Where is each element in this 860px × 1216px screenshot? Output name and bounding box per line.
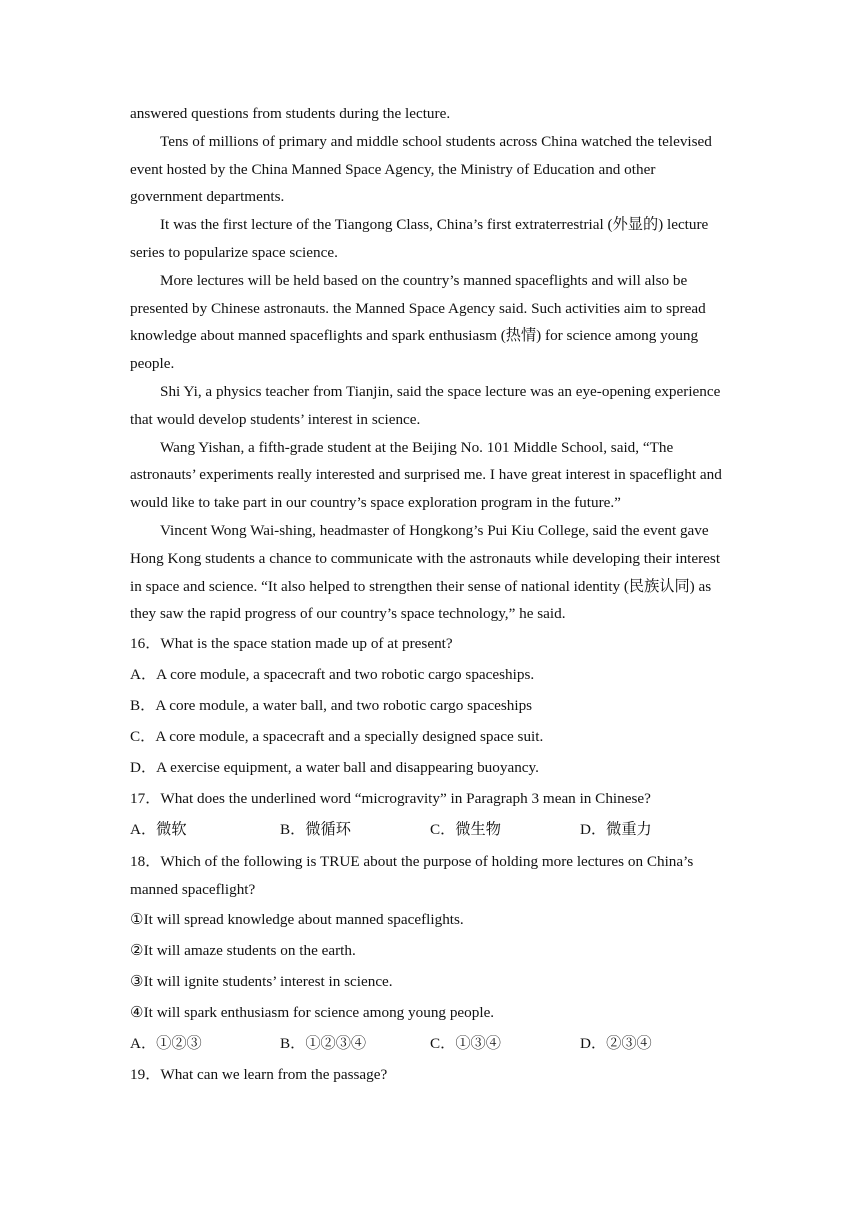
question-17-option-a: A．微软 xyxy=(130,821,187,839)
question-18-stem: 18．Which of the following is TRUE about the purpose of holding more lectures on China’s manned spaceflight? xyxy=(130,853,694,898)
question-17-option-c: C．微生物 xyxy=(430,821,501,839)
passage-paragraph: Shi Yi, a physics teacher from Tianjin, said the space lecture was an eye-opening experience that would develop students’ interest in science. xyxy=(130,382,721,428)
question-16-stem: 16．What is the space station made up of at present? xyxy=(130,635,453,653)
question-17-option-d: D．微重力 xyxy=(580,821,652,839)
question-16-option-b: B．A core module, a water ball, and two robotic cargo spaceships xyxy=(130,697,533,715)
question-16-option-d: D．A exercise equipment, a water ball and disappearing buoyancy. xyxy=(130,759,539,777)
question-18-statement-1: ①It will spread knowledge about manned spaceflights. xyxy=(130,910,464,928)
question-19 xyxy=(130,1059,730,1090)
question-16-option-a: A．A core module, a spacecraft and two robotic cargo spaceships. xyxy=(130,666,535,684)
passage-paragraph: Wang Yishan, a fifth-grade student at the Beijing No. 101 Middle School, said, “The astronauts’ experiments really interested and surprised me. I have great interest in spaceflight and would like to take part in our country’s space exploration program in the future.” xyxy=(130,438,722,512)
question-18-statement-2: ②It will amaze students on the earth. xyxy=(130,941,356,959)
passage-paragraph: Vincent Wong Wai-shing, headmaster of Hongkong’s Pui Kiu College, said the event gave Hong Kong students a chance to communicate with the astronauts while developing their interest in space and science. “It also helped to strengthen their sense of national identity (民族认同) as they saw the rapid progress of our country’s space technology,” he said. xyxy=(130,521,721,623)
question-17-stem: 17．What does the underlined word “microgravity” in Paragraph 3 mean in Chinese? xyxy=(130,790,651,808)
passage-paragraph: answered questions from students during the lecture. xyxy=(130,105,451,122)
question-18-options xyxy=(130,1028,730,1059)
question-17 xyxy=(130,783,730,845)
question-18-option-a: A．①②③ xyxy=(130,1034,202,1052)
question-17-option-b: B．微循环 xyxy=(280,821,351,839)
question-18-option-c: C．①③④ xyxy=(430,1034,501,1052)
passage-paragraph: Tens of millions of primary and middle school students across China watched the televised event hosted by the China Manned Space Agency, the Ministry of Education and other government departments. xyxy=(130,132,712,206)
question-18 xyxy=(130,848,730,1059)
passage-paragraph: More lectures will be held based on the country’s manned spaceflights and will also be presented by Chinese astronauts. the Manned Space Agency said. Such activities aim to spread knowledge about manned spaceflights and spark enthusiasm (热情) for science among young people. xyxy=(130,271,706,373)
passage-paragraph: It was the first lecture of the Tiangong Class, China’s first extraterrestrial (外显的) lecture series to popularize space science. xyxy=(130,216,709,261)
question-18-option-d: D．②③④ xyxy=(580,1034,652,1052)
question-16 xyxy=(130,628,730,783)
question-18-statement-3: ③It will ignite students’ interest in science. xyxy=(130,972,393,990)
question-19-stem: 19．What can we learn from the passage? xyxy=(130,1065,388,1083)
question-17-options xyxy=(130,814,730,845)
question-18-statement-4: ④It will spark enthusiasm for science among young people. xyxy=(130,1003,495,1021)
document-page xyxy=(130,100,730,1090)
question-18-option-b: B．①②③④ xyxy=(280,1034,367,1052)
question-16-option-c: C．A core module, a spacecraft and a specially designed space suit. xyxy=(130,728,544,746)
